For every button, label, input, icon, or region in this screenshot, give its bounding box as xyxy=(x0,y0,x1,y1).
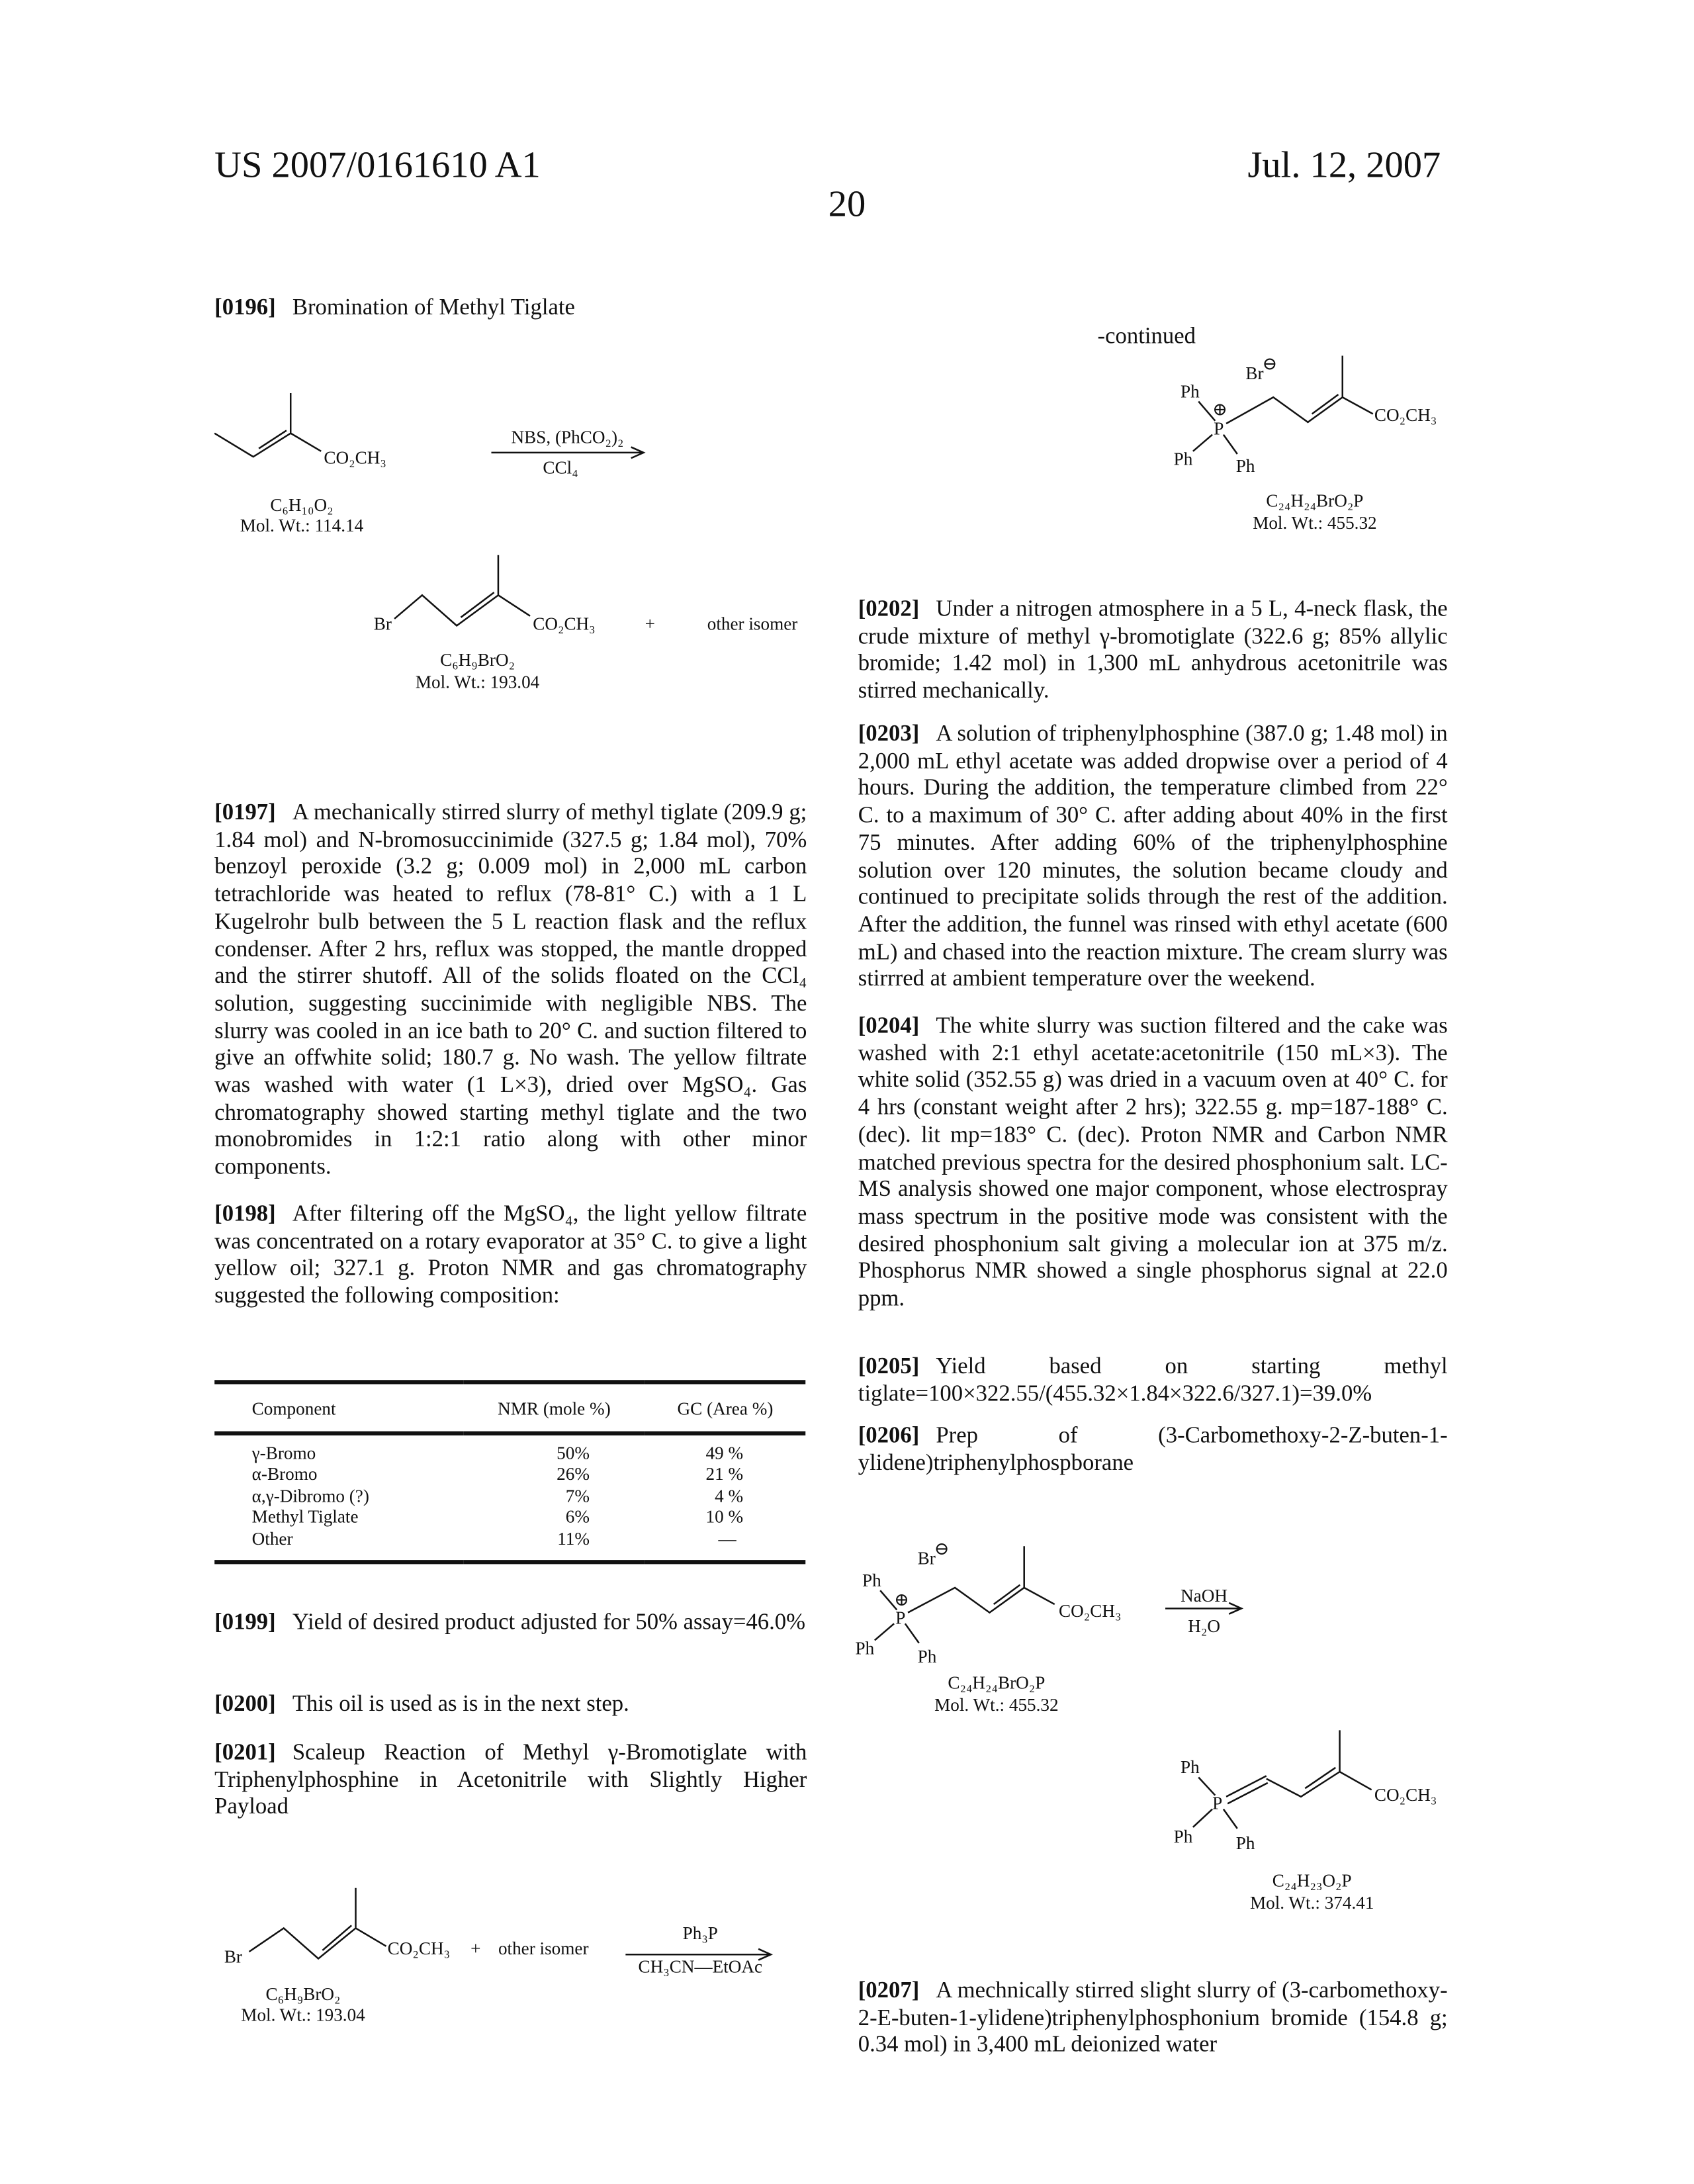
cation-charge: ⊕ xyxy=(1212,399,1227,419)
continued-label: -continued xyxy=(1098,322,1687,349)
cell: α-Bromo xyxy=(214,1463,463,1484)
page-number: 20 xyxy=(0,183,1694,226)
scheme-bromination xyxy=(214,393,797,692)
reagent-label: CH₃CN—EtOAc xyxy=(639,1956,763,1976)
cell: Other xyxy=(214,1527,463,1562)
anion-charge: ⊖ xyxy=(934,1539,950,1559)
cell: 49 % xyxy=(645,1433,806,1463)
plus-sign: + xyxy=(645,614,655,634)
paragraph-number: [0197] xyxy=(214,799,276,825)
paragraph-text: Bromination of Methyl Tiglate xyxy=(292,293,575,320)
cell: 6% xyxy=(463,1506,645,1527)
atom-label: Ph xyxy=(918,1647,937,1666)
cell: γ-Bromo xyxy=(214,1433,463,1463)
paragraph-number: [0200] xyxy=(214,1690,276,1717)
atom-label: Br xyxy=(1245,363,1263,383)
cell: 10 % xyxy=(645,1506,806,1527)
atom-label: Ph xyxy=(862,1570,881,1590)
reagent-label: H₂O xyxy=(1188,1616,1220,1636)
scheme-scaleup xyxy=(224,1888,771,2025)
paragraph-text: The white slurry was suction filtered and the cake was washed with 2:1 ethyl acetate:acetonitrile (150 mL×3). The white solid (352.55 g) was dried in a vacuum oven at 40° C. for 4 hrs (constant weight after 2 hrs); 322.55 g. mp=187-188° C. (dec). lit mp=183° C. (dec). Proton NMR and Carbon NMR matched previous spectra for the desired phosphonium salt. LC-MS analysis showed one major component, whose electrospray mass spectrum in the positive mode was consistent with the desired phosphonium salt giving a molecular ion at 375 m/z. Phosphorus NMR showed a single phosphorus signal at 22.0 ppm. xyxy=(858,1012,1448,1311)
paragraph-text: A solution of triphenylphosphine (387.0 g; 1.48 mol) in 2,000 mL ethyl acetate was added dropwise over a period of 4 hours. During the addition, the temperature climbed from 22° C. to a maximum of 30° C. after adding about 40% in the first 75 minutes. After adding 60% of the triphenylphosphine solution over 120 minutes, the solution became cloudy and continued to precipitate solids through the rest of the addition. After the addition, the funnel was rinsed with ethyl acetate (600 mL) and chased into the reaction mixture. The cream slurry was stirrred at ambient temperature over the weekend. xyxy=(858,720,1448,992)
paragraph-text: Yield of desired product adjusted for 50% assay=46.0% xyxy=(292,1608,805,1635)
substituent-label: CO₂CH₃ xyxy=(1374,405,1437,425)
paragraph-number: [0204] xyxy=(858,1012,920,1038)
atom-label: Ph xyxy=(1174,449,1193,469)
scheme-ylide xyxy=(856,1539,1437,1913)
paragraph-number: [0202] xyxy=(858,595,920,621)
atom-label: Ph xyxy=(1181,381,1200,401)
atom-label: Ph xyxy=(856,1638,875,1658)
reagent-label: CCl₄ xyxy=(543,457,578,477)
substituent-label: CO₂CH₃ xyxy=(324,448,386,468)
substituent-label: CO₂CH₃ xyxy=(388,1938,450,1958)
substituent-label: CO₂CH₃ xyxy=(533,614,595,634)
molecular-weight: Mol. Wt.: 455.32 xyxy=(1253,513,1376,533)
cell: α,γ-Dibromo (?) xyxy=(214,1484,463,1506)
molecular-weight: Mol. Wt.: 193.04 xyxy=(416,672,540,692)
cation-charge: ⊕ xyxy=(894,1590,909,1610)
cell: 21 % xyxy=(645,1463,806,1484)
patent-page xyxy=(0,0,1694,2184)
plus-sign: + xyxy=(470,1938,480,1958)
molecular-weight: Mol. Wt.: 455.32 xyxy=(934,1695,1058,1715)
molecular-weight: Mol. Wt.: 374.41 xyxy=(1250,1893,1374,1913)
paragraph-number: [0206] xyxy=(858,1422,920,1448)
atom-label: P xyxy=(895,1608,905,1627)
paragraph-text: Yield based on starting methyl tiglate=100×322.55/(455.32×1.84×322.6/327.1)=39.0% xyxy=(858,1352,1448,1406)
reagent-label: NBS, (PhCO₂)₂ xyxy=(512,427,624,447)
cell: 11% xyxy=(463,1527,645,1562)
paragraph-text: Under a nitrogen atmosphere in a 5 L, 4-neck flask, the crude mixture of methyl γ-bromotiglate (322.6 g; 85% allylic bromide; 1.42 mol) in 1,300 mL anhydrous acetonitrile was stirred mechanically. xyxy=(858,595,1448,703)
cell: 26% xyxy=(463,1463,645,1484)
patent-number: US 2007/0161610 A1 xyxy=(214,144,541,187)
paragraph-text: This oil is used as is in the next step. xyxy=(292,1690,629,1717)
other-isomer-label: other isomer xyxy=(707,614,798,634)
substituent-label: CO₂CH₃ xyxy=(1059,1601,1121,1621)
cell: 4 % xyxy=(645,1484,806,1506)
paragraph-text: Scaleup Reaction of Methyl γ-Bromotiglate with Triphenylphosphine in Acetonitrile with Slightly Higher Payload xyxy=(214,1739,807,1819)
cell: Methyl Tiglate xyxy=(214,1506,463,1527)
paragraph-text: A mechnically stirred slight slurry of (3-carbomethoxy-2-E-buten-1-ylidene)triphenylphosphonium bromide (154.8 g; 0.34 mol) in 3,400 mL deionized water xyxy=(858,1977,1448,2058)
atom-label: P xyxy=(1214,419,1224,439)
anion-charge: ⊖ xyxy=(1262,353,1277,373)
atom-label: Br xyxy=(224,1947,242,1967)
cell: 7% xyxy=(463,1484,645,1506)
paragraph-number: [0207] xyxy=(858,1977,920,2003)
cell: — xyxy=(645,1527,806,1562)
other-isomer-label: other isomer xyxy=(498,1938,589,1958)
paragraph-number: [0205] xyxy=(858,1352,920,1379)
atom-label: P xyxy=(1212,1794,1222,1813)
atom-label: Ph xyxy=(1236,456,1255,476)
atom-label: Br xyxy=(918,1548,936,1568)
column-header: GC (Area %) xyxy=(645,1382,806,1432)
paragraph-number: [0201] xyxy=(214,1739,276,1765)
publication-date: Jul. 12, 2007 xyxy=(1247,144,1441,187)
atom-label: Ph xyxy=(1236,1833,1255,1853)
chemical-structures xyxy=(0,0,1694,2184)
reagent-label: Ph₃P xyxy=(683,1923,718,1943)
substituent-label: CO₂CH₃ xyxy=(1374,1785,1437,1805)
molecular-formula: C₂₄H₂₄BrO₂P xyxy=(1266,490,1363,510)
atom-label: Ph xyxy=(1174,1827,1193,1846)
molecular-formula: C₆H₁₀O₂ xyxy=(270,495,333,515)
paragraph-text: After filtering off the MgSO₄, the light yellow filtrate was concentrated on a rotary evaporator at 35° C. to give a light yellow oil; 327.1 g. Proton NMR and gas chromatography suggested the following composition: xyxy=(214,1200,807,1308)
paragraph-text: A mechanically stirred slurry of methyl tiglate (209.9 g; 1.84 mol) and N-bromosuccinimide (327.5 g; 1.84 mol), 70% benzoyl peroxide (3.2 g; 0.009 mol) in 2,000 mL carbon tetrachloride was heated to reflux (78-81° C.) with a 1 L Kugelrohr bulb between the 5 L reaction flask and the reflux condenser. After 2 hrs, reflux was stopped, the mantle dropped and the stirrer shutoff. All of the solids floated on the CCl₄ solution, suggesting succinimide with negligible NBS. The slurry was cooled in an ice bath to 20° C. and suction filtered to give an offwhite solid; 180.7 g. No wash. The yellow filtrate was washed with water (1 L×3), dried over MgSO₄. Gas chromatography showed starting methyl tiglate and the two monobromides in 1:2:1 ratio along with other minor components. xyxy=(214,799,807,1179)
scheme-continued xyxy=(1174,353,1437,533)
paragraph-number: [0196] xyxy=(214,293,276,320)
column-header: NMR (mole %) xyxy=(463,1382,645,1432)
paragraph-number: [0203] xyxy=(858,720,920,747)
paragraph-number: [0198] xyxy=(214,1200,276,1226)
molecular-formula: C₆H₉BrO₂ xyxy=(266,1984,341,2004)
molecular-weight: Mol. Wt.: 193.04 xyxy=(241,2005,365,2025)
atom-label: Ph xyxy=(1181,1757,1200,1777)
molecular-formula: C₂₄H₂₃O₂P xyxy=(1272,1871,1352,1891)
reagent-label: NaOH xyxy=(1181,1586,1227,1606)
atom-label: Br xyxy=(374,614,392,634)
paragraph-number: [0199] xyxy=(214,1608,276,1635)
molecular-formula: C₆H₉BrO₂ xyxy=(440,650,515,670)
column-header: Component xyxy=(214,1382,463,1432)
molecular-formula: C₂₄H₂₄BrO₂P xyxy=(948,1673,1045,1693)
paragraph-text: Prep of (3-Carbomethoxy-2-Z-buten-1-ylidene)triphenylphospborane xyxy=(858,1422,1448,1475)
cell: 50% xyxy=(463,1433,645,1463)
molecular-weight: Mol. Wt.: 114.14 xyxy=(240,516,364,535)
